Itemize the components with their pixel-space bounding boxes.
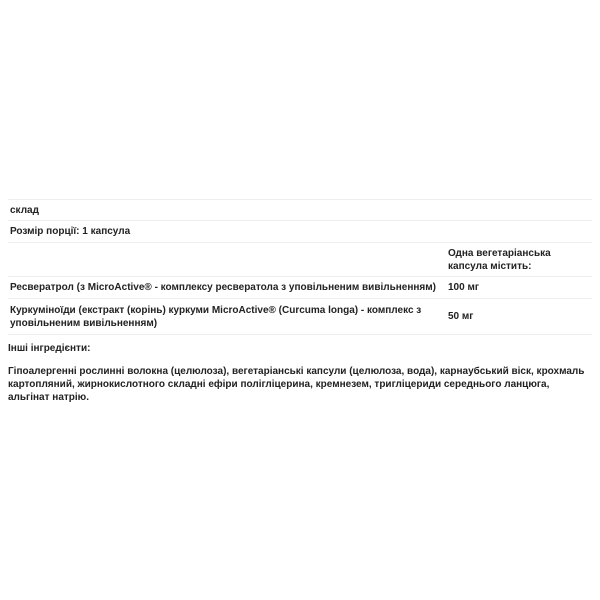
table-row [8,299,592,335]
table-row-title [8,200,592,221]
ingredient-amount: 50 мг [446,299,592,335]
other-ingredients-text: Гіпоалергенні рослинні волокна (целюлоза), вегетаріанські капсули (целюлоза, вода), карнаубський віск, крохмаль картопляний, жирнокислотного складні ефіри полігліцерина, кремнезем, тригліцериди середнього ланцюга, альгінат натрію. [8,366,585,403]
serving-size: Розмір порції: 1 капсула [8,221,592,243]
other-ingredients-title: Інші інгредієнти: [8,343,91,354]
table-row [8,277,592,299]
supplement-facts-table [8,199,592,335]
table-row-serving-size [8,221,592,243]
ingredient-amount: 100 мг [446,277,592,299]
supplement-facts-panel [8,199,592,404]
table-row-header [8,243,592,277]
amount-header: Одна вегетаріанська капсула містить: [446,243,592,277]
ingredient-name: Куркуміноїди (екстракт (корінь) куркуми MicroActive® (Curcuma longa) - комплекс з уповільненим вивільненням) [8,299,446,335]
header-empty-cell [8,243,446,277]
facts-title: склад [8,200,592,221]
ingredient-name: Ресвератрол (з MicroActive® - комплексу ресвератола з уповільненим вивільненням) [8,277,446,299]
